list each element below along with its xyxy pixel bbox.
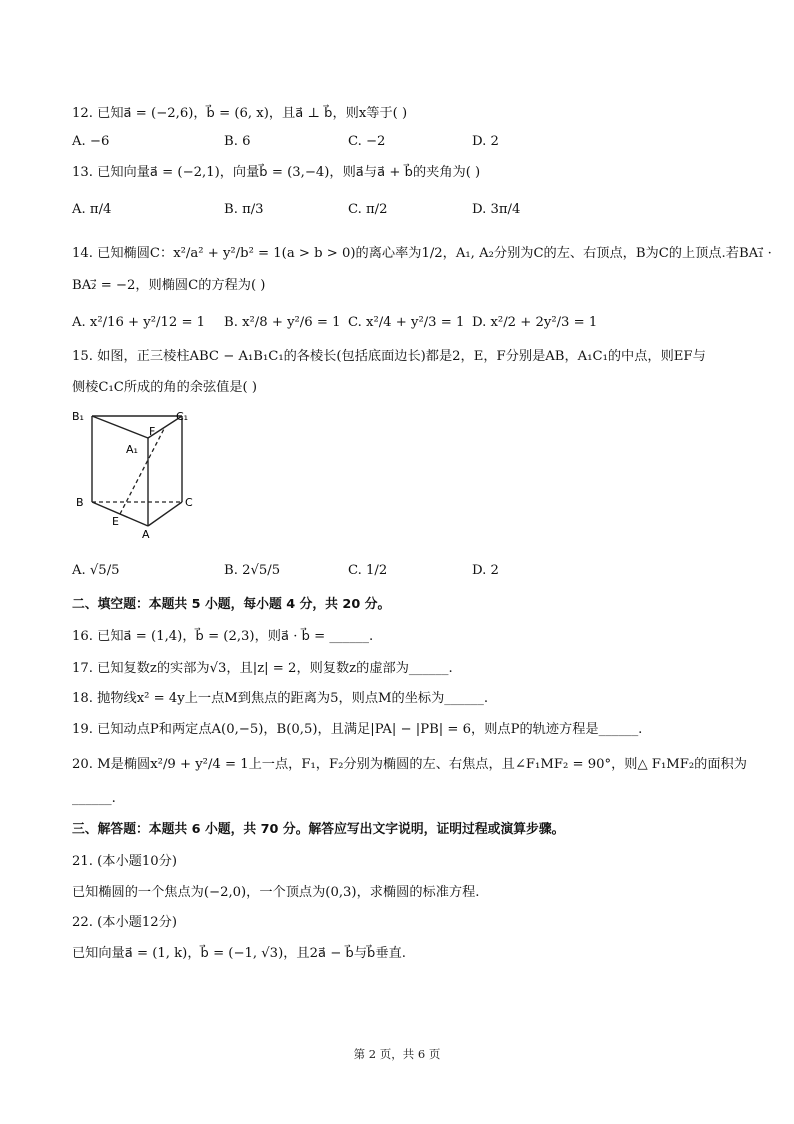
q14-stem-line1: 14. 已知椭圆C：x²/a² + y²/b² = 1(a > b > 0)的离心率为1/2，A₁, A₂分别为C的左、右顶点，B为C的上顶点.若BA₁⃗ · [72, 246, 772, 261]
label-b1: B₁ [72, 410, 84, 423]
q21-heading: 21. (本小题10分) [72, 854, 177, 869]
label-f: F [149, 425, 156, 438]
q13-stem: 13. 已知向量a⃗ = (−2,1)，向量b⃗ = (3,−4)，则a⃗与a⃗ + b⃗的夹角为( ) [72, 165, 481, 180]
prism-figure [72, 408, 202, 540]
q13-option-d: D. 3π/4 [472, 202, 521, 217]
label-e: E [112, 515, 119, 528]
q21-body: 已知椭圆的一个焦点为(−2,0)，一个顶点为(0,3)，求椭圆的标准方程. [72, 885, 480, 900]
q14-option-b: B. x²/8 + y²/6 = 1 [224, 315, 341, 330]
q14-stem-line2: BA₂⃗ = −2，则椭圆C的方程为( ) [72, 278, 266, 293]
segment-ef [120, 427, 165, 514]
label-b: B [76, 496, 84, 509]
q12-stem: 12. 已知a⃗ = (−2,6)，b⃗ = (6, x)，且a⃗ ⊥ b⃗，则x等于( ) [72, 106, 408, 121]
q22-heading: 22. (本小题12分) [72, 915, 177, 930]
q17: 17. 已知复数z的实部为√3，且|z| = 2，则复数z的虚部为______. [72, 661, 453, 676]
label-c1: C₁ [176, 410, 189, 423]
q15-option-a: A. √5/5 [72, 563, 120, 578]
q14-option-d: D. x²/2 + 2y²/3 = 1 [472, 315, 598, 330]
label-a1: A₁ [126, 443, 138, 456]
q12-option-b: B. 6 [224, 134, 251, 149]
q15-option-b: B. 2√5/5 [224, 563, 281, 578]
q15-stem-line1: 15. 如图，正三棱柱ABC − A₁B₁C₁的各棱长(包括底面边长)都是2，E，F分别是AB，A₁C₁的中点，则EF与 [72, 349, 706, 364]
label-a: A [142, 528, 150, 540]
q15-stem-line2: 侧棱C₁C所成的角的余弦值是( ) [72, 380, 258, 395]
q20-line2: ______. [72, 791, 116, 806]
section-solution-heading: 三、解答题：本题共 6 小题，共 70 分。解答应写出文字说明，证明过程或演算步骤。 [72, 822, 565, 837]
section-fill-in-heading: 二、填空题：本题共 5 小题，每小题 4 分，共 20 分。 [72, 597, 391, 612]
edge-ac [148, 502, 182, 526]
q22-body: 已知向量a⃗ = (1, k)，b⃗ = (−1, √3)，且2a⃗ − b⃗与b⃗垂直. [72, 946, 406, 961]
q16: 16. 已知a⃗ = (1,4)，b⃗ = (2,3)，则a⃗ · b⃗ = ______. [72, 629, 374, 644]
q19: 19. 已知动点P和两定点A(0,−5)，B(0,5)，且满足|PA| − |PB| = 6，则点P的轨迹方程是______. [72, 722, 643, 737]
edge-b1a1 [92, 416, 148, 438]
q13-option-c: C. π/2 [348, 202, 388, 217]
q12-option-c: C. −2 [348, 134, 386, 149]
q15-option-d: D. 2 [472, 563, 499, 578]
q12-option-a: A. −6 [72, 134, 110, 149]
q14-option-c: C. x²/4 + y²/3 = 1 [348, 315, 465, 330]
q13-option-a: A. π/4 [72, 202, 112, 217]
q20-line1: 20. M是椭圆x²/9 + y²/4 = 1上一点，F₁，F₂分别为椭圆的左、右焦点，且∠F₁MF₂ = 90°，则△ F₁MF₂的面积为 [72, 757, 747, 772]
label-c: C [185, 496, 193, 509]
q12-option-d: D. 2 [472, 134, 499, 149]
page-footer: 第 2 页，共 6 页 [353, 1047, 441, 1061]
q15-option-c: C. 1/2 [348, 563, 388, 578]
q13-option-b: B. π/3 [224, 202, 264, 217]
q14-option-a: A. x²/16 + y²/12 = 1 [72, 315, 206, 330]
q18: 18. 抛物线x² = 4y上一点M到焦点的距离为5，则点M的坐标为______. [72, 691, 489, 706]
